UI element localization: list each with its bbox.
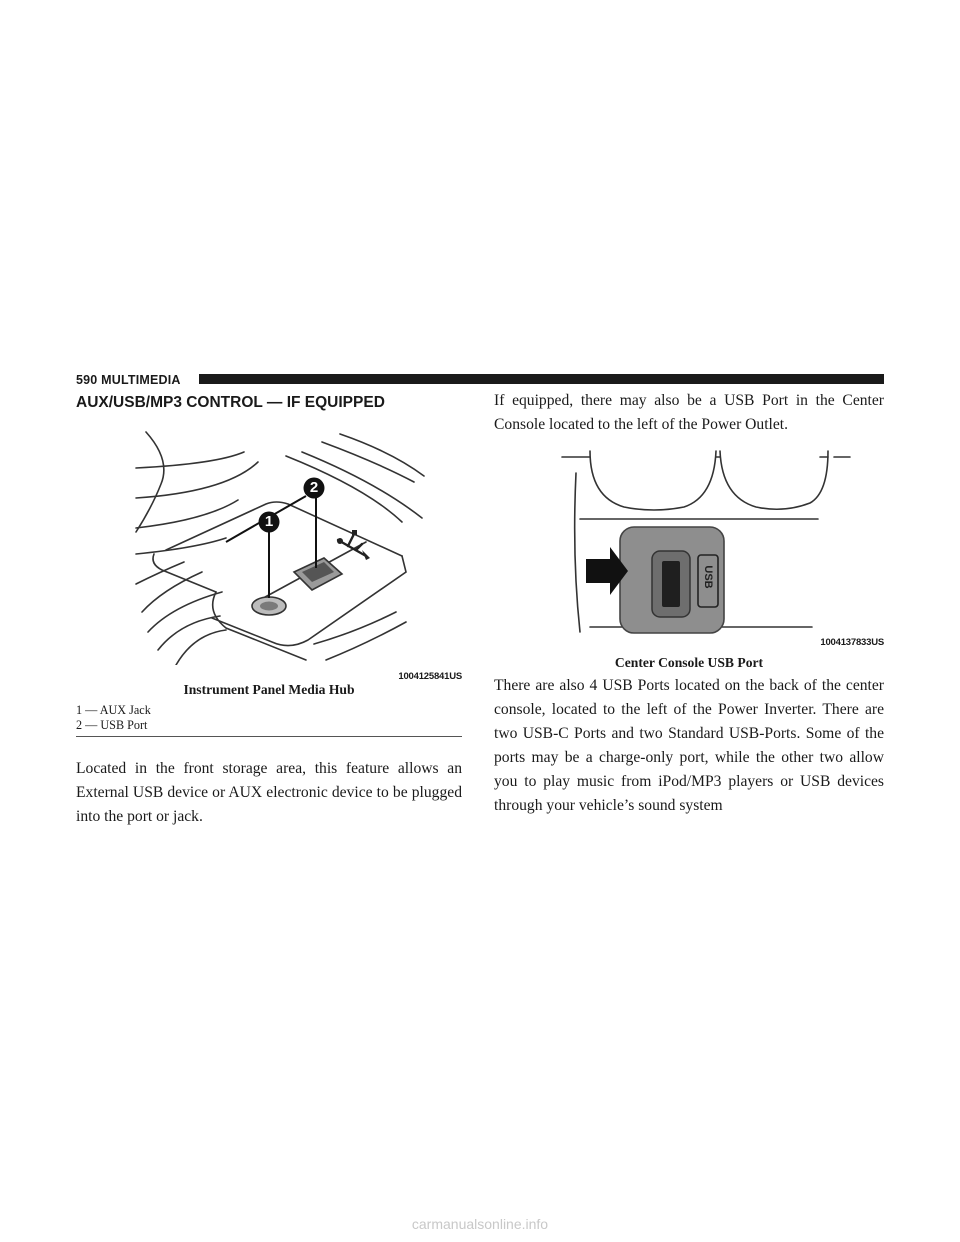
- body-paragraph: Located in the front storage area, this feature allows an External USB device or AUX electronic device to be plugged into the port or jack.: [76, 760, 462, 825]
- body-paragraph-intro: If equipped, there may also be a USB Port in the Center Console located to the left of the Power Outlet.: [494, 392, 884, 433]
- body-paragraph-usb-ports: There are also 4 USB Ports located on the back of the center console, located to the left of the Power Inverter. There are two USB-C Ports and two Standard USB-Ports. Some of the ports may be a charge-only port, while the other two allow you to play music from iPod/MP3 players or USB devices through your vehicle’s sound system: [494, 677, 884, 814]
- figure-code: 1004137833US: [820, 637, 884, 648]
- figure-code: 1004125841US: [398, 671, 462, 682]
- page-number-section: 590 MULTIMEDIA: [76, 373, 181, 387]
- figure-instrument-panel-media-hub: [76, 422, 462, 682]
- section-title: AUX/USB/MP3 CONTROL — IF EQUIPPED: [76, 394, 385, 411]
- callout-1-label: 1: [264, 513, 274, 530]
- usb-label: USB: [702, 565, 714, 589]
- right-column: [494, 389, 884, 818]
- figure-caption: Instrument Panel Media Hub: [183, 682, 355, 697]
- callout-2-label: 2: [309, 479, 319, 496]
- page-header: [76, 372, 884, 388]
- legend-item-aux-jack: 1 — AUX Jack: [76, 703, 151, 717]
- watermark: carmanualsonline.info: [411, 1216, 549, 1232]
- header-rule: [199, 374, 884, 384]
- legend-divider: [76, 736, 462, 737]
- media-hub-illustration: [76, 422, 462, 665]
- legend-item-usb-port: 2 — USB Port: [76, 718, 148, 732]
- console-usb-illustration: [494, 447, 884, 650]
- figure-legend: [76, 703, 462, 737]
- figure-center-console-usb-port: [494, 447, 884, 650]
- left-column: [76, 392, 462, 829]
- figure-caption: Center Console USB Port: [614, 655, 764, 670]
